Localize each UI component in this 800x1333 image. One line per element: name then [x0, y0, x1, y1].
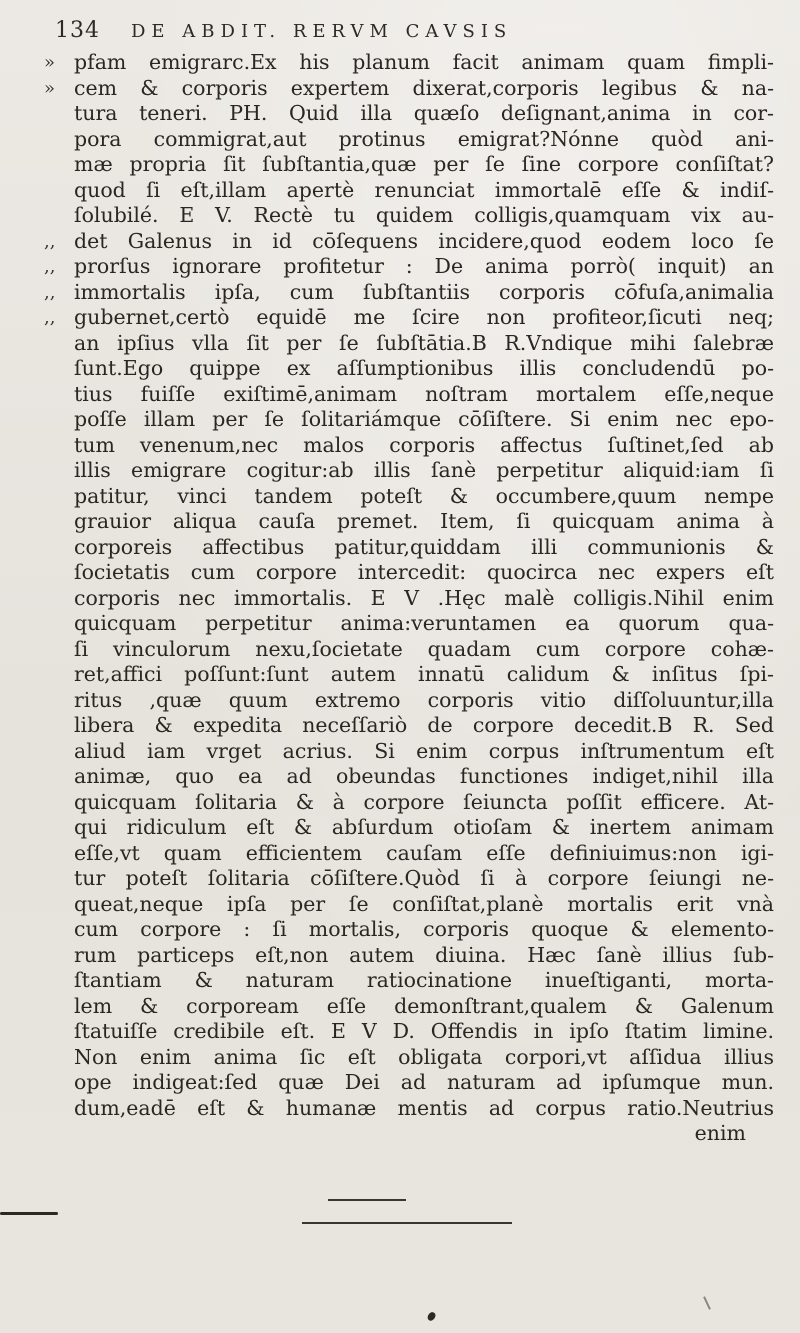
margin-ink-mark — [0, 1212, 58, 1215]
line-text: illis emigrare cogitur:ab illis ſanè perpetitur aliquid:iam ſi — [74, 458, 774, 482]
text-line — [44, 892, 774, 918]
line-text: tur poteſt ſolitaria cōſiſtere.Quòd ſi à corpore ſeiungi ne- — [74, 866, 774, 890]
page-number: 134 — [55, 18, 100, 43]
text-line — [44, 178, 774, 204]
text-line — [44, 1019, 774, 1045]
page-header — [55, 18, 780, 46]
text-line — [44, 50, 774, 76]
quotation-mark: » — [44, 77, 56, 99]
quotation-mark: ,, — [44, 230, 56, 252]
quotation-mark: ,, — [44, 256, 56, 277]
line-text: tura teneri. PH. Quid illa quæſo deſignant,anima in cor- — [74, 101, 774, 125]
line-text: det Galenus in id cōſequens incidere,quod eodem loco ſe — [74, 228, 774, 253]
text-line — [44, 917, 774, 943]
line-text: ſtantiam & naturam ratiocinatione inueſtiganti, morta- — [74, 968, 774, 992]
text-line — [44, 815, 774, 841]
line-text: ſtatuiſſe credibile eſt. E V D. Offendis in ipſo ſtatim limine. — [74, 1019, 774, 1043]
quotation-mark: ,, — [44, 281, 56, 303]
text-line — [44, 356, 774, 382]
line-text: patitur, vinci tandem poteſt & occumbere,quum nempe — [74, 483, 774, 508]
text-line — [44, 458, 774, 484]
running-title: DE ABDIT. RERVM CAVSIS — [131, 21, 513, 42]
line-text: cum corpore : ſi mortalis, corporis quoque & elemento- — [74, 917, 774, 941]
text-line — [44, 764, 774, 790]
line-text: pora commigrat,aut protinus emigrat?Nónne quòd ani- — [74, 126, 774, 151]
line-text: corporis nec immortalis. E V .Hęc malè colligis.Nihil enim — [74, 585, 774, 610]
text-line — [44, 841, 774, 867]
text-line — [44, 968, 774, 994]
ink-underline — [302, 1222, 512, 1224]
line-text: ope indigeat:ſed quæ Dei ad naturam ad ipſumque mun. — [74, 1070, 774, 1094]
line-text: ſolubilé. E V. Rectè tu quidem colligis,quamquam vix au- — [74, 203, 774, 227]
text-line — [44, 484, 774, 510]
line-text: corporeis affectibus patitur,quiddam illi communionis & — [74, 534, 774, 559]
ink-speck — [426, 1311, 436, 1322]
text-line — [44, 866, 774, 892]
line-text: ſi vinculorum nexu,ſocietate quadam cum corpore cohæ- — [74, 636, 774, 661]
line-text: lem & corpoream eſſe demonſtrant,qualem & Galenum — [74, 993, 774, 1018]
text-line — [44, 331, 774, 357]
text-line — [44, 101, 774, 127]
ink-underline — [328, 1199, 406, 1201]
text-line — [44, 611, 774, 637]
text-line — [44, 407, 774, 433]
text-line — [44, 739, 774, 765]
line-text: poſſe illam per ſe ſolitariámque cōſiſtere. Si enim nec epo- — [74, 407, 774, 431]
text-line — [44, 535, 774, 561]
text-line — [44, 280, 774, 306]
pencil-mark — [703, 1296, 711, 1310]
text-line — [44, 254, 774, 280]
body-text — [44, 50, 774, 1147]
line-text: eſſe,vt quam efficientem cauſam eſſe definiuimus:non igi- — [74, 840, 774, 865]
text-line — [44, 943, 774, 969]
line-text: tius fuiſſe exiſtimē,animam noſtram mortalem eſſe,neque — [74, 381, 774, 406]
text-line — [44, 382, 774, 408]
text-line — [44, 509, 774, 535]
line-text: ſunt.Ego quippe ex aſſumptionibus illis concludendū po- — [74, 356, 774, 380]
text-line — [44, 994, 774, 1020]
text-line — [44, 1045, 774, 1071]
quotation-mark: » — [44, 52, 56, 73]
line-text: ſocietatis cum corpore intercedit: quocirca nec expers eſt — [74, 560, 774, 584]
text-line — [44, 1070, 774, 1096]
line-text: Non enim anima ſic eſt obligata corpori,vt aſſidua illius — [74, 1044, 774, 1069]
line-text: immortalis ipſa, cum ſubſtantiis corporis cōfuſa,animalia — [74, 279, 774, 304]
text-line — [44, 152, 774, 178]
text-line — [44, 586, 774, 612]
text-line — [44, 1096, 774, 1122]
line-text: libera & expedita neceſſariò de corpore decedit.B R. Sed — [74, 713, 774, 737]
text-line — [44, 688, 774, 714]
line-text: grauior aliqua cauſa premet. Item, ſi quicquam anima à — [74, 509, 774, 533]
line-text: an ipſius vlla ſit per ſe ſubſtātia.B R.Vndique mihi ſalebræ — [74, 330, 774, 355]
line-text: pfam emigrarc.Ex his planum facit animam quam fimpli- — [74, 50, 774, 74]
line-text: quod ſi eſt,illam apertè renunciat immortalē eſſe & indiſ- — [74, 177, 774, 202]
line-text: cem & corporis expertem dixerat,corporis legibus & na- — [74, 75, 774, 100]
line-text: mæ propria ſit ſubſtantia,quæ per ſe ſine corpore conſiſtat? — [74, 152, 774, 176]
text-line — [44, 790, 774, 816]
line-text: prorſus ignorare profitetur : De anima porrò( inquit) an — [74, 254, 774, 278]
line-text: dum,eadē eſt & humanæ mentis ad corpus ratio.Neutrius — [74, 1095, 774, 1120]
line-text: animæ, quo ea ad obeundas functiones indiget,nihil illa — [74, 764, 774, 788]
line-text: ritus ,quæ quum extremo corporis vitio diſſoluuntur,illa — [74, 687, 774, 712]
line-text: ret,affici poſſunt:ſunt autem innatū calidum & inſitus ſpi- — [74, 662, 774, 686]
line-text: quicquam ſolitaria & à corpore ſeiuncta poſſit efficere. At- — [74, 789, 774, 814]
quotation-mark: ,, — [44, 307, 56, 328]
text-line — [44, 127, 774, 153]
text-line — [44, 637, 774, 663]
line-text: aliud iam vrget acrius. Si enim corpus inſtrumentum eſt — [74, 738, 774, 763]
line-text: qui ridiculum eſt & abſurdum otioſam & inertem animam — [74, 815, 774, 839]
line-text: enim — [694, 1121, 746, 1145]
text-line — [44, 713, 774, 739]
text-line — [44, 433, 774, 459]
line-text: rum particeps eſt,non autem diuina. Hæc ſanè illius ſub- — [74, 942, 774, 967]
line-text: queat,neque ipſa per ſe conſiſtat,planè mortalis erit vnà — [74, 891, 774, 916]
text-line — [44, 76, 774, 102]
text-line — [44, 203, 774, 229]
line-text: tum venenum,nec malos corporis affectus ſuſtinet,ſed ab — [74, 432, 774, 457]
text-line — [44, 560, 774, 586]
text-line — [44, 229, 774, 255]
text-line — [44, 305, 774, 331]
text-line — [44, 1121, 774, 1147]
line-text: quicquam perpetitur anima:veruntamen ea quorum qua- — [74, 611, 774, 635]
line-text: gubernet,certò equidē me ſcire non profiteor,ſicuti neq; — [74, 305, 774, 329]
text-line — [44, 662, 774, 688]
